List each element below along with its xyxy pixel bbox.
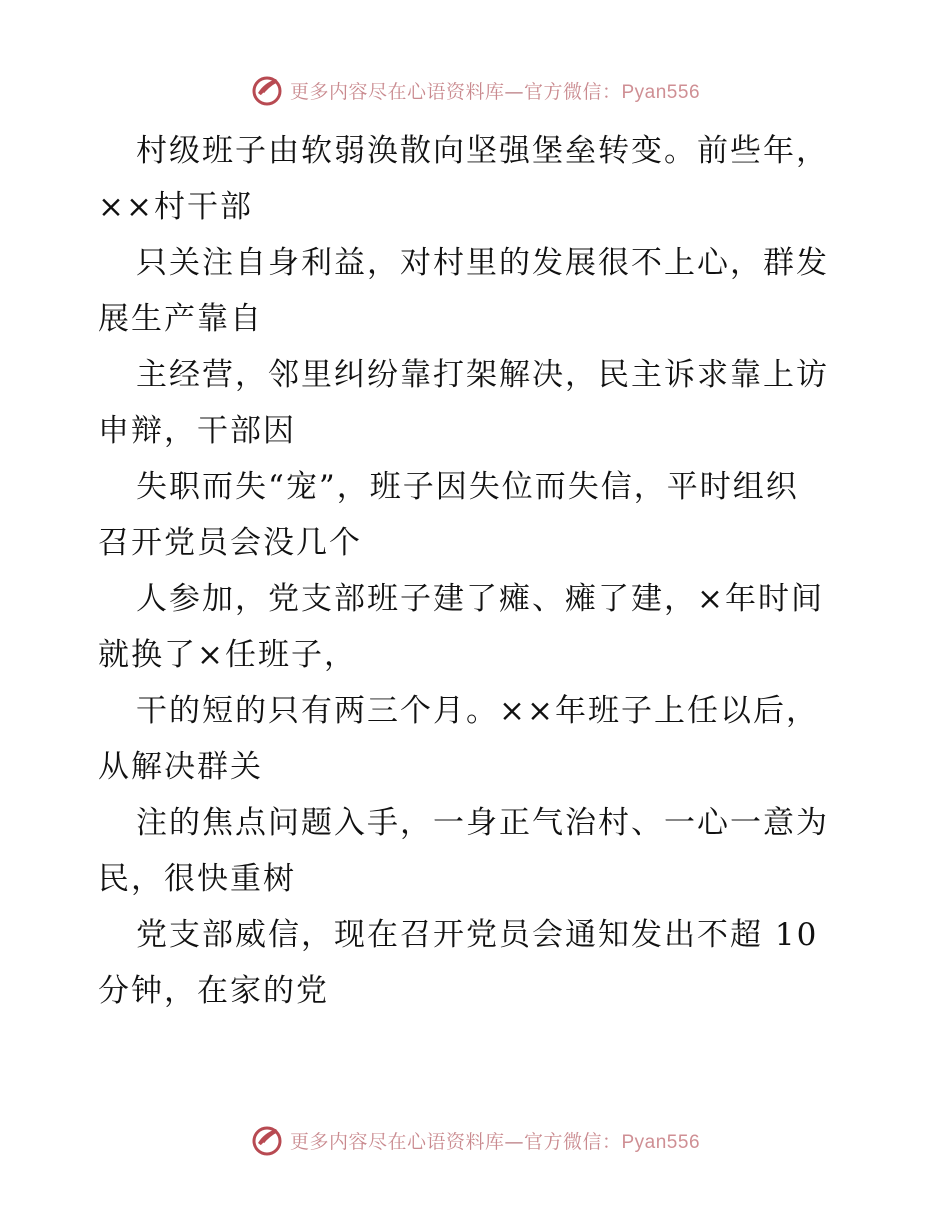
paragraph-line: 只关注自身利益，对村里的发展很不上心，群发 bbox=[136, 245, 829, 281]
paragraph-line: 人参加，党支部班子建了瘫、瘫了建，×年时间 bbox=[136, 581, 824, 617]
header-watermark bbox=[0, 70, 950, 110]
document-body bbox=[98, 123, 858, 1019]
paragraph-line: 村级班子由软弱涣散向坚强堡垒转变。前些年， bbox=[136, 133, 829, 169]
paragraph-line: 干的短的只有两三个月。××年班子上任以后， bbox=[136, 693, 819, 729]
paragraph bbox=[98, 571, 858, 683]
paragraph-line: 申辩，干部因 bbox=[98, 413, 296, 449]
paragraph-line: 民，很快重树 bbox=[98, 861, 296, 897]
paragraph-line: 就换了×任班子， bbox=[98, 637, 357, 673]
paragraph-line: ××村干部 bbox=[98, 189, 253, 225]
paragraph bbox=[98, 347, 858, 459]
paragraph-line: 从解决群关 bbox=[98, 749, 263, 785]
footer-watermark bbox=[0, 1120, 950, 1160]
paragraph-line: 召开党员会没几个 bbox=[98, 525, 362, 561]
paragraph-line: 失职而失“宠”，班子因失位而失信，平时组织 bbox=[136, 469, 799, 505]
pen-logo-icon bbox=[250, 1123, 284, 1157]
paragraph bbox=[98, 795, 858, 907]
paragraph-line: 分钟，在家的党 bbox=[98, 973, 329, 1009]
paragraph bbox=[98, 459, 858, 571]
paragraph bbox=[98, 683, 858, 795]
paragraph bbox=[98, 235, 858, 347]
paragraph bbox=[98, 907, 858, 1019]
paragraph-line: 主经营，邻里纠纷靠打架解决，民主诉求靠上访 bbox=[136, 357, 829, 393]
paragraph-line: 党支部威信，现在召开党员会通知发出不超 10 bbox=[136, 917, 819, 953]
paragraph bbox=[98, 123, 858, 235]
watermark-text: 更多内容尽在心语资料库—官方微信：Pyan556 bbox=[289, 80, 701, 103]
paragraph-line: 展生产靠自 bbox=[98, 301, 263, 337]
pen-logo-icon bbox=[250, 73, 284, 107]
watermark-text: 更多内容尽在心语资料库—官方微信：Pyan556 bbox=[289, 1130, 701, 1153]
paragraph-line: 注的焦点问题入手，一身正气治村、一心一意为 bbox=[136, 805, 829, 841]
